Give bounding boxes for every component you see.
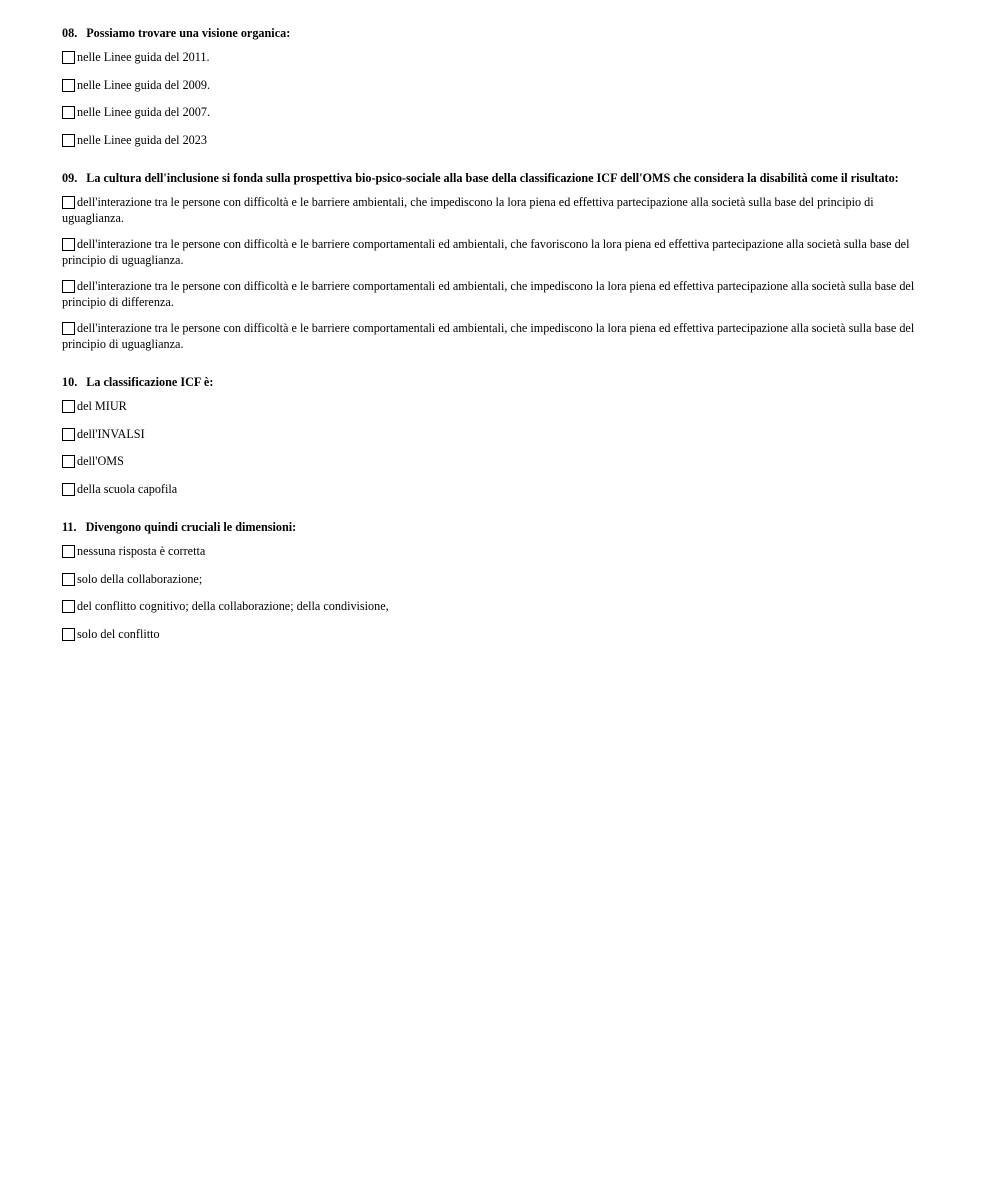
question-text: La classificazione ICF è: [86, 375, 214, 389]
question-11 [62, 519, 938, 642]
question-header [62, 519, 938, 535]
answer-checkbox[interactable] [62, 628, 75, 641]
answer-option [62, 544, 938, 560]
question-number: 11. [62, 520, 77, 534]
answer-checkbox[interactable] [62, 600, 75, 613]
question-09 [62, 170, 938, 352]
answer-checkbox[interactable] [62, 106, 75, 119]
question-text: La cultura dell'inclusione si fonda sulla prospettiva bio-psico-sociale alla base della classificazione ICF dell'OMS che considera la disabilità come il risultato: [86, 171, 899, 185]
answer-checkbox[interactable] [62, 455, 75, 468]
answer-checkbox[interactable] [62, 79, 75, 92]
answer-text: nelle Linee guida del 2009. [77, 77, 211, 92]
answer-checkbox[interactable] [62, 196, 75, 209]
answer-text: del MIUR [77, 399, 127, 413]
answer-text: nelle Linee guida del 2023 [77, 132, 207, 147]
answer-text: dell'interazione tra le persone con difficoltà e le barriere comportamentali ed ambientali, che impediscono la lora piena ed effettiva partecipazione alla società sulla base del principio di differenza. [62, 279, 915, 309]
answer-text: dell'interazione tra le persone con difficoltà e le barriere comportamentali ed ambientali, che favoriscono la lora piena ed effettiva partecipazione alla società sulla base del principio di uguaglianza. [62, 237, 910, 267]
answer-text: nessuna risposta è corretta [77, 544, 206, 558]
answer-text: dell'interazione tra le persone con difficoltà e le barriere ambientali, che impediscono la lora piena ed effettiva partecipazione alla società sulla base del principio di uguaglianza. [62, 195, 874, 225]
question-text: Divengono quindi cruciali le dimensioni: [85, 520, 297, 534]
answer-option [62, 133, 938, 149]
answer-checkbox[interactable] [62, 483, 75, 496]
answer-option [62, 279, 938, 310]
answer-option [62, 50, 938, 66]
answer-checkbox[interactable] [62, 545, 75, 558]
question-header [62, 25, 938, 41]
answer-option [62, 627, 938, 643]
answer-checkbox[interactable] [62, 51, 75, 64]
answer-checkbox[interactable] [62, 573, 75, 586]
answer-checkbox[interactable] [62, 322, 75, 335]
answer-option [62, 572, 938, 588]
question-10 [62, 374, 938, 497]
answer-checkbox[interactable] [62, 134, 75, 147]
answer-text: nelle Linee guida del 2007. [77, 105, 211, 119]
answer-option [62, 321, 938, 352]
question-header [62, 374, 938, 390]
answer-option [62, 399, 938, 415]
answer-text: solo del conflitto [77, 626, 160, 641]
answer-text: solo della collaborazione; [77, 571, 203, 586]
question-text: Possiamo trovare una visione organica: [86, 26, 291, 40]
answer-option [62, 78, 938, 94]
question-08 [62, 25, 938, 148]
question-number: 09. [62, 171, 78, 185]
answer-text: dell'INVALSI [77, 426, 145, 441]
answer-option [62, 427, 938, 443]
answer-text: del conflitto cognitivo; della collaborazione; della condivisione, [77, 599, 389, 613]
answer-option [62, 482, 938, 498]
answer-text: dell'interazione tra le persone con difficoltà e le barriere comportamentali ed ambientali, che impediscono la lora piena ed effettiva partecipazione alla società sulla base del principio di uguaglianza. [62, 321, 915, 351]
question-number: 10. [62, 375, 78, 389]
question-number: 08. [62, 26, 78, 40]
answer-checkbox[interactable] [62, 428, 75, 441]
answer-checkbox[interactable] [62, 400, 75, 413]
question-header [62, 170, 938, 186]
answer-option [62, 454, 938, 470]
answer-checkbox[interactable] [62, 280, 75, 293]
answer-option [62, 195, 938, 226]
answer-text: della scuola capofila [77, 481, 178, 496]
answer-option [62, 105, 938, 121]
answer-option [62, 237, 938, 268]
answer-text: dell'OMS [77, 454, 124, 468]
answer-option [62, 599, 938, 615]
answer-text: nelle Linee guida del 2011. [77, 50, 210, 64]
answer-checkbox[interactable] [62, 238, 75, 251]
